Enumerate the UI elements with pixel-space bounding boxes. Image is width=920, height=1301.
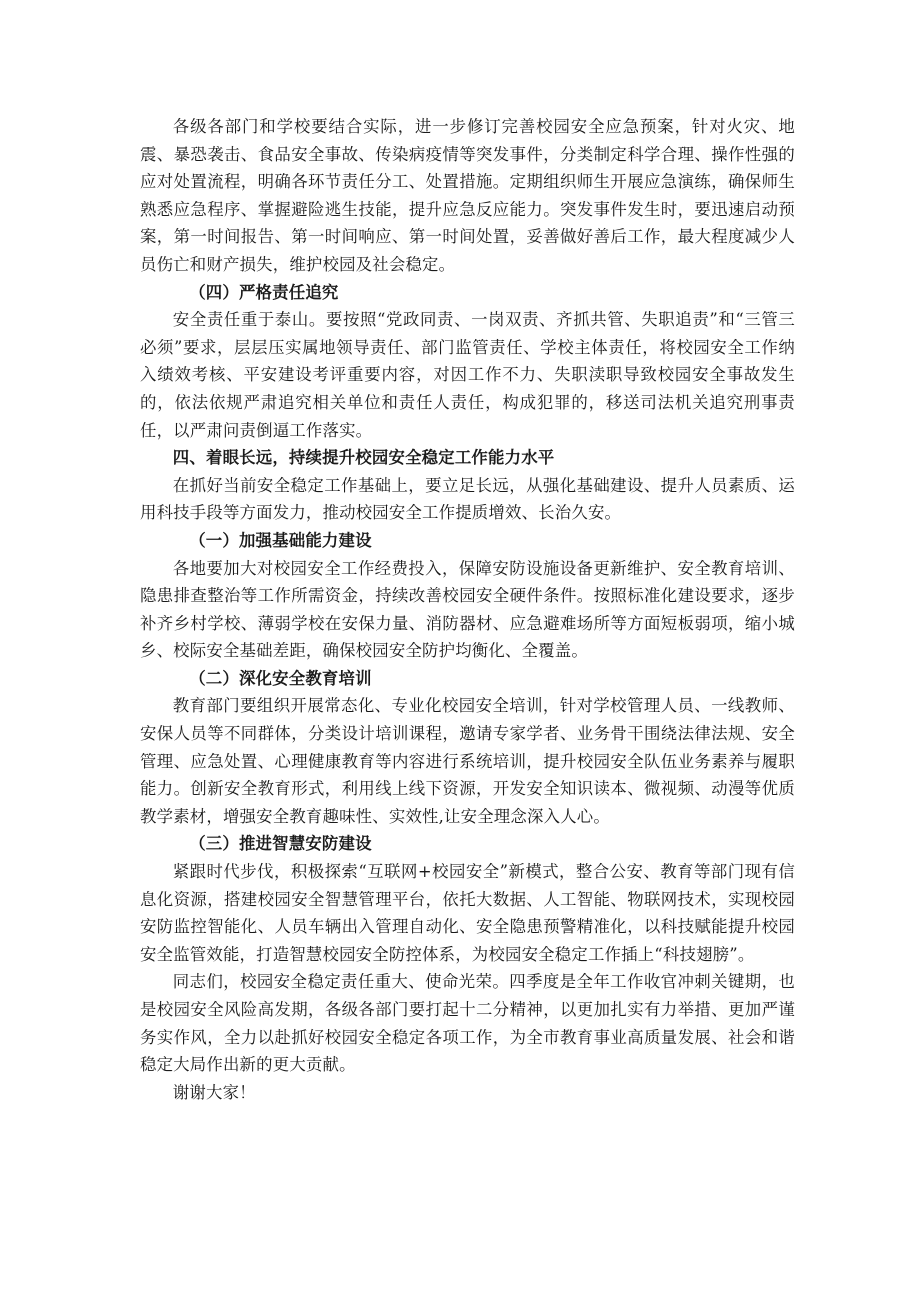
subheading-accountability: （四）严格责任追究 [189,282,339,302]
paragraph-training: 教育部门要组织开展常态化、专业化校园安全培训，针对学校管理人员、一线教师、安保人员等不同群体，分类设计培训课程，邀请专家学者、业务骨干围绕法律法规、安全管理、应急处置、心理健康教育等内容进行系统培训，提升校园安全队伍业务素养与履职能力。创新安全教育形式，利用线上线下资源，开发安全知识读本、微视频、动漫等优质教学素材，增强安全教育趣味性、实效性,让安全理念深入人心。 [140,696,795,826]
paragraph-emergency-plan: 各级各部门和学校要结合实际，进一步修订完善校园安全应急预案，针对火灾、地震、暴恐袭击、食品安全事故、传染病疫情等突发事件，分类制定科学合理、操作性强的应对处置流程，明确各环节责任分工、处置措施。定期组织师生开展应急演练，确保师生熟悉应急程序、掌握避险逃生技能，提升应急反应能力。突发事件发生时，要迅速启动预案，第一时间报告、第一时间响应、第一时间处置，妥善做好善后工作，最大程度减少人员伤亡和财产损失，维护校园及社会稳定。 [140,117,795,274]
subheading-infrastructure: （一）加强基础能力建设 [189,530,372,550]
paragraph-smart-security: 紧跟时代步伐，积极探索“互联网+校园安全”新模式，整合公安、教育等部门现有信息化资源，搭建校园安全智慧管理平台，依托大数据、人工智能、物联网技术，实现校园安防监控智能化、人员车辆出入管理自动化、安全隐患预警精准化，以科技赋能提升校园安全监管效能，打造智慧校园安全防控体系，为校园安全稳定工作插上“科技翅膀”。 [140,862,795,964]
subheading-training: （二）深化安全教育培训 [189,668,372,688]
paragraph-thanks: 谢谢大家！ [172,1082,256,1102]
document-page [140,113,795,1106]
paragraph-long-term-intro: 在抓好当前安全稳定工作基础上，要立足长远，从强化基础建设、提升人员素质、运用科技手段等方面发力，推动校园安全工作提质增效、长治久安。 [140,475,795,523]
section-heading-long-term: 四、着眼长远，持续提升校园安全稳定工作能力水平 [172,448,555,468]
paragraph-closing: 同志们，校园安全稳定责任重大、使命光荣。四季度是全年工作收官冲刺关键期，也是校园安全风险高发期，各级各部门要打起十二分精神，以更加扎实有力举措、更加严谨务实作风，全力以赴抓好校园安全稳定各项工作，为全市教育事业高质量发展、社会和谐稳定大局作出新的更大贡献。 [140,972,795,1075]
paragraph-accountability: 安全责任重于泰山。要按照“党政同责、一岗双责、齐抓共管、失职追责”和“三管三必须”要求，层层压实属地领导责任、部门监管责任、学校主体责任，将校园安全工作纳入绩效考核、平安建设考评重要内容，对因工作不力、失职渎职导致校园安全事故发生的，依法依规严肃追究相关单位和责任人责任，构成犯罪的，移送司法机关追究刑事责任，以严肃问责倒逼工作落实。 [140,310,795,440]
subheading-smart-security: （三）推进智慧安防建设 [189,834,372,854]
paragraph-infrastructure: 各地要加大对校园安全工作经费投入，保障安防设施设备更新维护、安全教育培训、隐患排查整治等工作所需资金，持续改善校园安全硬件条件。按照标准化建设要求，逐步补齐乡村学校、薄弱学校在安保力量、消防器材、应急避难场所等方面短板弱项，缩小城乡、校际安全基础差距，确保校园安全防护均衡化、全覆盖。 [140,558,795,661]
